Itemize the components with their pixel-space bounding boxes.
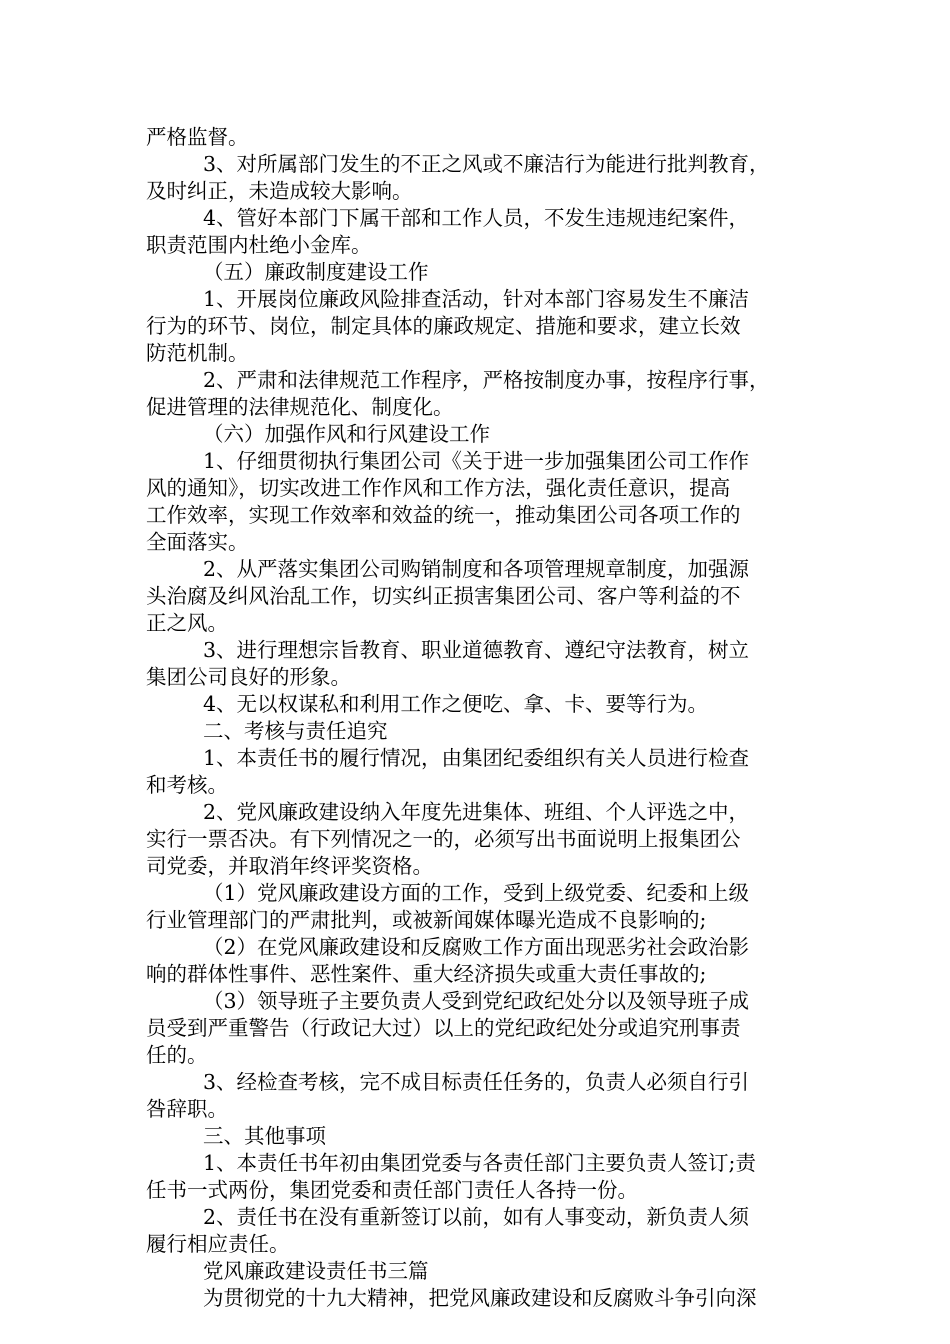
text-line: 4、无以权谋私和利用工作之便吃、拿、卡、要等行为。	[203, 692, 709, 716]
text-line: 4、管好本部门下属干部和工作人员，不发生违规违纪案件，	[203, 206, 750, 230]
text-line: （五）廉政制度建设工作	[203, 260, 429, 284]
text-line: 实行一票否决。有下列情况之一的，必须写出书面说明上报集团公	[146, 827, 741, 851]
text-line: （2）在党风廉政建设和反腐败工作方面出现恶劣社会政治影	[203, 935, 750, 959]
text-line: 风的通知》，切实改进工作作风和工作方法，强化责任意识，提高	[146, 476, 731, 500]
text-line: 二、考核与责任追究	[203, 719, 388, 743]
text-line: 履行相应责任。	[146, 1232, 290, 1256]
document-body	[146, 124, 806, 1312]
text-line: （1）党风廉政建设方面的工作，受到上级党委、纪委和上级	[203, 881, 750, 905]
text-line: 任书一式两份，集团党委和责任部门责任人各持一份。	[146, 1178, 638, 1202]
text-line: 3、经检查考核，完不成目标责任任务的，负责人必须自行引	[203, 1070, 750, 1094]
text-line: 集团公司良好的形象。	[146, 665, 351, 689]
text-line: 党风廉政建设责任书三篇	[203, 1259, 429, 1283]
text-line: 1、本责任书年初由集团党委与各责任部门主要负责人签订;责	[203, 1151, 756, 1175]
text-line: 全面落实。	[146, 530, 249, 554]
text-line: 职责范围内杜绝小金库。	[146, 233, 372, 257]
text-line: 行为的环节、岗位，制定具体的廉政规定、措施和要求，建立长效	[146, 314, 741, 338]
text-line: 响的群体性事件、恶性案件、重大经济损失或重大责任事故的;	[146, 962, 707, 986]
text-line: 1、开展岗位廉政风险排查活动，针对本部门容易发生不廉洁	[203, 287, 750, 311]
text-line: 司党委，并取消年终评奖资格。	[146, 854, 433, 878]
text-line: 促进管理的法律规范化、制度化。	[146, 395, 454, 419]
text-line: （六）加强作风和行风建设工作	[203, 422, 490, 446]
text-line: 2、责任书在没有重新签订以前，如有人事变动，新负责人须	[203, 1205, 750, 1229]
text-line: 为贯彻党的十九大精神，把党风廉政建设和反腐败斗争引向深	[203, 1286, 757, 1310]
text-line: 行业管理部门的严肃批判，或被新闻媒体曝光造成不良影响的;	[146, 908, 707, 932]
text-line: 及时纠正，未造成较大影响。	[146, 179, 413, 203]
text-line: 任的。	[146, 1043, 208, 1067]
text-line: 工作效率，实现工作效率和效益的统一，推动集团公司各项工作的	[146, 503, 741, 527]
text-line: 和考核。	[146, 773, 228, 797]
text-line: 1、本责任书的履行情况，由集团纪委组织有关人员进行检查	[203, 746, 750, 770]
text-line: 2、党风廉政建设纳入年度先进集体、班组、个人评选之中，	[203, 800, 750, 824]
text-line: 头治腐及纠风治乱工作，切实纠正损害集团公司、客户等利益的不	[146, 584, 741, 608]
text-line: 咎辞职。	[146, 1097, 228, 1121]
text-line: 员受到严重警告（行政记大过）以上的党纪政纪处分或追究刑事责	[146, 1016, 741, 1040]
text-line: 2、从严落实集团公司购销制度和各项管理规章制度，加强源	[203, 557, 750, 581]
text-line: 防范机制。	[146, 341, 249, 365]
text-line: 3、进行理想宗旨教育、职业道德教育、遵纪守法教育，树立	[203, 638, 750, 662]
text-line: 2、严肃和法律规范工作程序，严格按制度办事，按程序行事，	[203, 368, 770, 392]
text-line: 1、仔细贯彻执行集团公司《关于进一步加强集团公司工作作	[203, 449, 750, 473]
text-line: 3、对所属部门发生的不正之风或不廉洁行为能进行批判教育，	[203, 152, 770, 176]
text-line: 正之风。	[146, 611, 228, 635]
text-line: （3）领导班子主要负责人受到党纪政纪处分以及领导班子成	[203, 989, 750, 1013]
text-line: 严格监督。	[146, 125, 249, 149]
text-line: 三、其他事项	[203, 1124, 326, 1148]
